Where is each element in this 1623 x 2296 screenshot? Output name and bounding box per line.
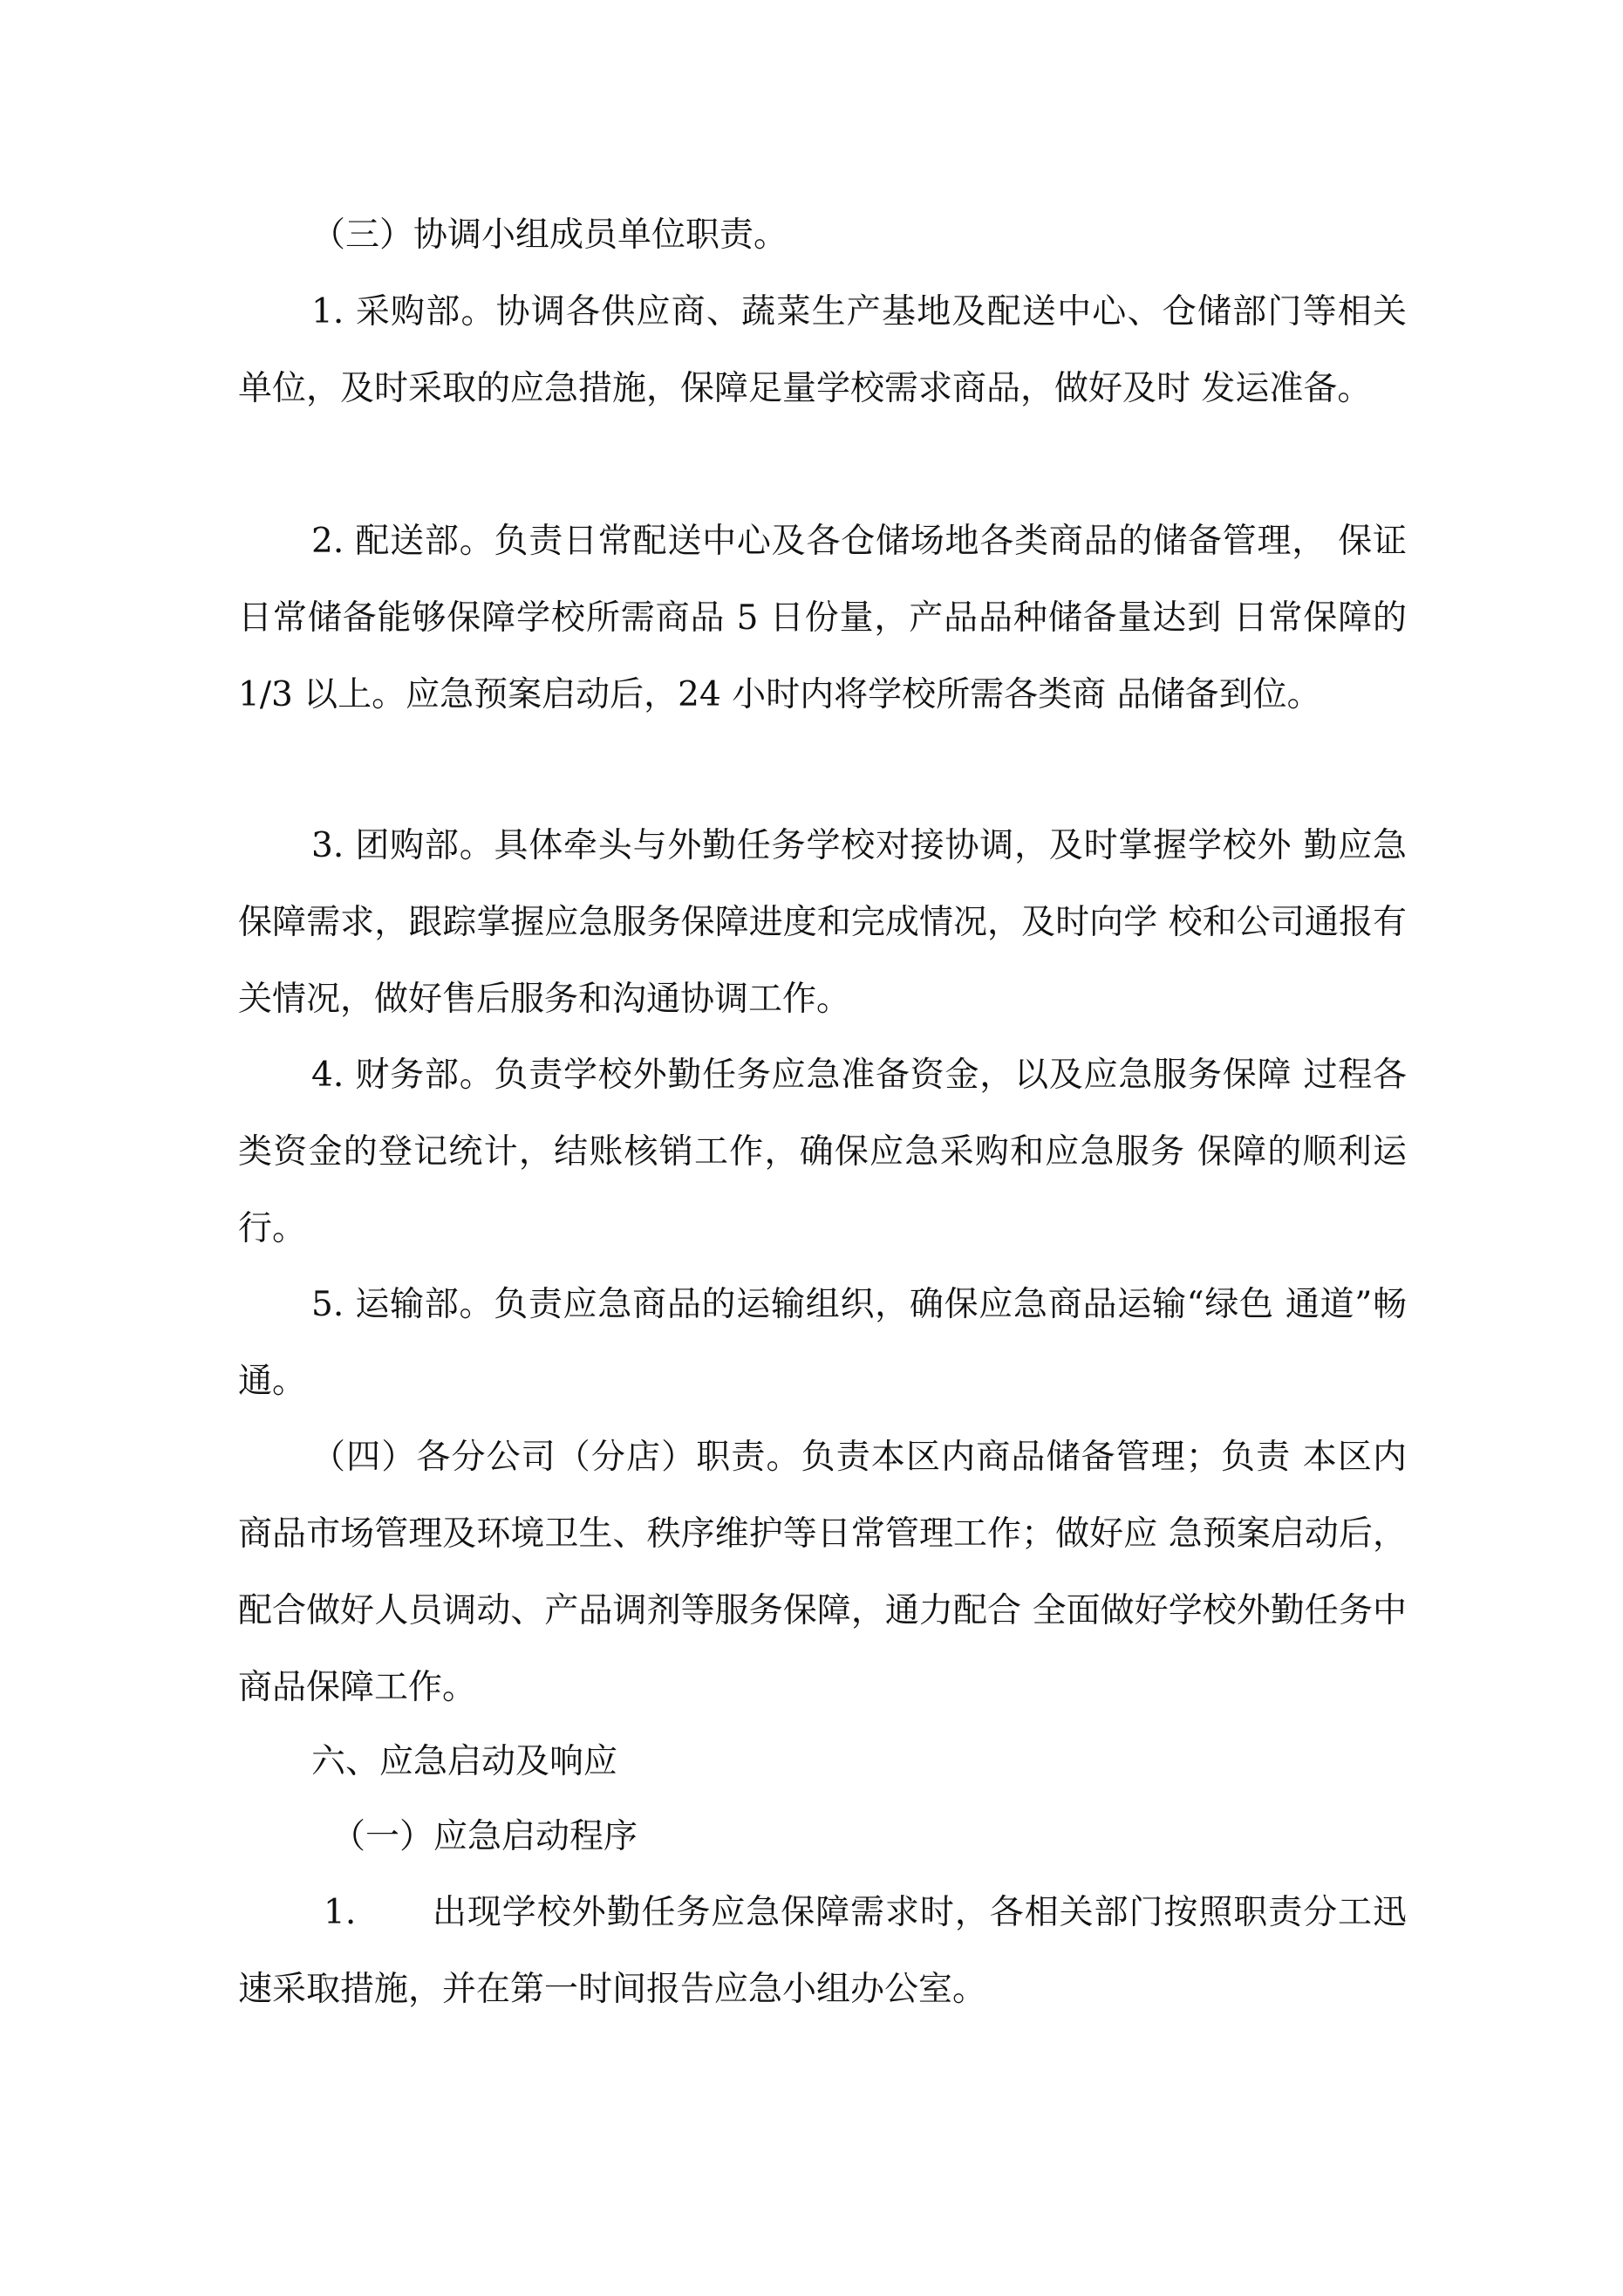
item-transport-department: 5. 运输部。负责应急商品的运输组织，确保应急商品运输“绿色 通道”畅通。 bbox=[238, 1285, 1407, 1401]
step-one-paragraph bbox=[238, 1875, 1407, 2028]
step-one-text: 出现学校外勤任务应急保障需求时，各相关部门按照职责分工迅速采取措施，并在第一时间报告应急小组办公室。 bbox=[238, 1893, 1407, 2009]
step-one-number: 1. bbox=[324, 1893, 357, 1932]
section-four-branch-duties: （四）各分公司（分店）职责。负责本区内商品储备管理；负责 本区内商品市场管理及环境卫生、秩序维护等日常管理工作；做好应 急预案启动后，配合做好人员调动、产品调剂等服务保障，通力配合 全面做好学校外勤任务中商品保障工作。 bbox=[238, 1438, 1407, 1707]
item-finance-department: 4. 财务部。负责学校外勤任务应急准备资金，以及应急服务保障 过程各类资金的登记统计，结账核销工作，确保应急采购和应急服务 保障的顺利运行。 bbox=[238, 1056, 1407, 1248]
section-six-heading: 六、应急启动及响应 bbox=[311, 1742, 618, 1781]
item-purchasing-department: 1. 采购部。协调各供应商、蔬菜生产基地及配送中心、仓储部门等相关单位，及时采取的应急措施，保障足量学校需求商品，做好及时 发运准备。 bbox=[238, 292, 1407, 408]
item-distribution-department: 2. 配送部。负责日常配送中心及各仓储场地各类商品的储备管理， 保证日常储备能够保障学校所需商品 5 日份量，产品品种储备量达到 日常保障的 1/3 以上。应急预案启动后，24 小时内将学校所需各类商 品储备到位。 bbox=[238, 522, 1407, 714]
subsection-one-heading: （一）应急启动程序 bbox=[331, 1817, 638, 1856]
item-group-purchase-department: 3. 团购部。具体牵头与外勤任务学校对接协调，及时掌握学校外 勤应急保障需求，跟踪掌握应急服务保障进度和完成情况，及时向学 校和公司通报有关情况，做好售后服务和沟通协调工作。 bbox=[238, 826, 1407, 1019]
section-three-heading: （三）协调小组成员单位职责。 bbox=[311, 215, 788, 255]
